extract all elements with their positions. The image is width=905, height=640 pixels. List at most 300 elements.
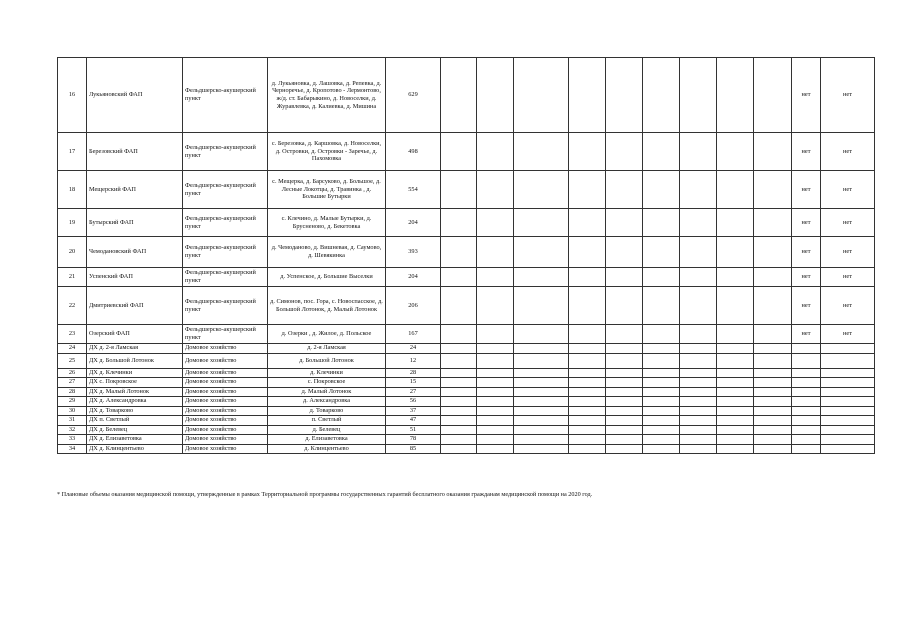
facility-name: ДХ д. Белевец: [87, 425, 183, 435]
empty-cell: [754, 387, 792, 397]
empty-cell: [477, 209, 514, 237]
empty-cell: [643, 378, 680, 388]
empty-cell: [754, 325, 792, 344]
settlements-list: д. Клечинки: [268, 368, 386, 378]
empty-cell: [477, 268, 514, 287]
empty-cell: [514, 416, 569, 426]
empty-cell: [680, 435, 717, 445]
table-row: [58, 325, 875, 344]
empty-cell: [569, 368, 606, 378]
row-number: 30: [58, 406, 87, 416]
empty-cell: [514, 406, 569, 416]
empty-cell: [514, 444, 569, 454]
facility-name: ДХ д. Товарково: [87, 406, 183, 416]
empty-cell: [717, 397, 754, 407]
facility-name: Березовский ФАП: [87, 133, 183, 171]
empty-cell: [643, 268, 680, 287]
empty-cell: [754, 378, 792, 388]
settlements-list: д. Клинцентьево: [268, 444, 386, 454]
document-sheet: [57, 57, 875, 454]
settlements-list: п. Светлый: [268, 416, 386, 426]
empty-cell: [606, 268, 643, 287]
flag-cell-2: [821, 425, 875, 435]
empty-cell: [643, 171, 680, 209]
empty-cell: [606, 133, 643, 171]
empty-cell: [514, 397, 569, 407]
empty-cell: [717, 287, 754, 325]
empty-cell: [680, 325, 717, 344]
empty-cell: [643, 435, 680, 445]
empty-cell: [569, 406, 606, 416]
empty-cell: [514, 209, 569, 237]
empty-cell: [717, 444, 754, 454]
empty-cell: [643, 406, 680, 416]
row-number: 24: [58, 344, 87, 354]
empty-cell: [754, 397, 792, 407]
row-number: 18: [58, 171, 87, 209]
empty-cell: [514, 425, 569, 435]
population-count: 393: [386, 237, 441, 268]
empty-cell: [754, 171, 792, 209]
flag-cell-2: [821, 344, 875, 354]
settlements-list: д. Озерки , д. Жилое, д. Польское: [268, 325, 386, 344]
row-number: 33: [58, 435, 87, 445]
settlements-list: д. Товарково: [268, 406, 386, 416]
empty-cell: [643, 353, 680, 368]
flag-cell-2: [821, 406, 875, 416]
empty-cell: [477, 133, 514, 171]
row-number: 34: [58, 444, 87, 454]
flag-cell-1: нет: [792, 237, 821, 268]
empty-cell: [477, 325, 514, 344]
population-count: 47: [386, 416, 441, 426]
settlements-list: д. Елизаветовка: [268, 435, 386, 445]
empty-cell: [717, 237, 754, 268]
facility-type: Домовое хозяйство: [183, 444, 268, 454]
table-body: [58, 58, 875, 454]
settlements-list: д. Лукьяновка, д. Лашовка, д. Репевка, д. Черноречье, д. Кропотово - Лермонтово, ж/д. ст. Бабарыкино, д. Новоселки, д. Журавлевка, д. Калиевка, д. Мишина: [268, 58, 386, 133]
empty-cell: [569, 435, 606, 445]
empty-cell: [643, 133, 680, 171]
flag-cell-1: [792, 344, 821, 354]
empty-cell: [717, 368, 754, 378]
empty-cell: [514, 378, 569, 388]
empty-cell: [606, 344, 643, 354]
facility-name: Успенский ФАП: [87, 268, 183, 287]
empty-cell: [680, 287, 717, 325]
empty-cell: [643, 325, 680, 344]
population-count: 12: [386, 353, 441, 368]
empty-cell: [754, 416, 792, 426]
empty-cell: [606, 444, 643, 454]
facility-type: Домовое хозяйство: [183, 425, 268, 435]
empty-cell: [477, 425, 514, 435]
empty-cell: [717, 325, 754, 344]
empty-cell: [754, 287, 792, 325]
empty-cell: [643, 344, 680, 354]
empty-cell: [717, 406, 754, 416]
empty-cell: [569, 397, 606, 407]
row-number: 27: [58, 378, 87, 388]
row-number: 19: [58, 209, 87, 237]
facility-type: Домовое хозяйство: [183, 387, 268, 397]
empty-cell: [441, 287, 477, 325]
empty-cell: [477, 387, 514, 397]
empty-cell: [606, 287, 643, 325]
row-number: 25: [58, 353, 87, 368]
settlements-list: д. Малый Лотонок: [268, 387, 386, 397]
empty-cell: [441, 368, 477, 378]
empty-cell: [441, 325, 477, 344]
empty-cell: [754, 444, 792, 454]
population-count: 24: [386, 344, 441, 354]
population-count: 37: [386, 406, 441, 416]
flag-cell-1: [792, 435, 821, 445]
empty-cell: [717, 268, 754, 287]
settlements-list: с. Мещерка, д. Барсуково, д. Большое, д. Лесные Локотцы, д. Травинка , д. Большие Бутырки: [268, 171, 386, 209]
facility-name: ДХ д. Клечинки: [87, 368, 183, 378]
table-row: [58, 435, 875, 445]
flag-cell-2: [821, 387, 875, 397]
empty-cell: [717, 209, 754, 237]
table-row: [58, 444, 875, 454]
facility-type: Фельдшерско-акушерский пункт: [183, 237, 268, 268]
flag-cell-1: [792, 425, 821, 435]
facility-type: Домовое хозяйство: [183, 378, 268, 388]
empty-cell: [514, 268, 569, 287]
empty-cell: [643, 387, 680, 397]
table-row: [58, 287, 875, 325]
empty-cell: [643, 237, 680, 268]
empty-cell: [606, 171, 643, 209]
table-row: [58, 387, 875, 397]
empty-cell: [569, 287, 606, 325]
empty-cell: [606, 387, 643, 397]
empty-cell: [680, 344, 717, 354]
empty-cell: [477, 171, 514, 209]
empty-cell: [717, 435, 754, 445]
row-number: 23: [58, 325, 87, 344]
empty-cell: [643, 287, 680, 325]
table-row: [58, 353, 875, 368]
flag-cell-2: нет: [821, 171, 875, 209]
empty-cell: [569, 58, 606, 133]
flag-cell-2: нет: [821, 287, 875, 325]
empty-cell: [754, 268, 792, 287]
flag-cell-1: [792, 397, 821, 407]
empty-cell: [680, 209, 717, 237]
flag-cell-2: [821, 416, 875, 426]
empty-cell: [514, 387, 569, 397]
empty-cell: [477, 237, 514, 268]
empty-cell: [477, 344, 514, 354]
empty-cell: [477, 368, 514, 378]
facility-type: Фельдшерско-акушерский пункт: [183, 325, 268, 344]
settlements-list: с. Березовка, д. Каршовка, д. Новоселки, д. Островки, д. Островки - Заречье, д. Пахомовка: [268, 133, 386, 171]
table-row: [58, 397, 875, 407]
empty-cell: [680, 378, 717, 388]
flag-cell-2: [821, 353, 875, 368]
empty-cell: [441, 397, 477, 407]
empty-cell: [680, 387, 717, 397]
empty-cell: [754, 435, 792, 445]
settlements-list: д. Александровка: [268, 397, 386, 407]
table-row: [58, 209, 875, 237]
empty-cell: [754, 133, 792, 171]
facility-name: ДХ д. Александровка: [87, 397, 183, 407]
empty-cell: [569, 353, 606, 368]
population-count: 15: [386, 378, 441, 388]
flag-cell-1: [792, 387, 821, 397]
settlements-list: д. Чемоданово, д. Вишневая, д. Саумово, д. Шевякинка: [268, 237, 386, 268]
footnote: * Плановые объемы оказания медицинской помощи, утвержденные в рамках Территориальной программы государственных гарантий бесплатного оказания гражданам медицинской помощи на 2020 год.: [57, 491, 593, 498]
table-row: [58, 425, 875, 435]
empty-cell: [643, 368, 680, 378]
empty-cell: [441, 133, 477, 171]
empty-cell: [477, 378, 514, 388]
facility-name: ДХ п. Светлый: [87, 416, 183, 426]
facilities-table: [57, 57, 875, 454]
empty-cell: [680, 237, 717, 268]
flag-cell-1: [792, 353, 821, 368]
empty-cell: [514, 325, 569, 344]
table-row: [58, 133, 875, 171]
empty-cell: [441, 344, 477, 354]
flag-cell-1: [792, 444, 821, 454]
population-count: 498: [386, 133, 441, 171]
empty-cell: [477, 435, 514, 445]
empty-cell: [569, 416, 606, 426]
empty-cell: [441, 425, 477, 435]
row-number: 28: [58, 387, 87, 397]
empty-cell: [754, 425, 792, 435]
empty-cell: [441, 378, 477, 388]
facility-type: Домовое хозяйство: [183, 397, 268, 407]
facility-type: Домовое хозяйство: [183, 368, 268, 378]
empty-cell: [606, 416, 643, 426]
empty-cell: [754, 353, 792, 368]
empty-cell: [569, 133, 606, 171]
empty-cell: [606, 325, 643, 344]
facility-name: ДХ д. Большой Лотонок: [87, 353, 183, 368]
empty-cell: [717, 133, 754, 171]
empty-cell: [680, 58, 717, 133]
facility-name: ДХ д. Клинцентьево: [87, 444, 183, 454]
table-row: [58, 368, 875, 378]
flag-cell-1: нет: [792, 287, 821, 325]
empty-cell: [441, 435, 477, 445]
empty-cell: [514, 353, 569, 368]
empty-cell: [606, 378, 643, 388]
empty-cell: [514, 344, 569, 354]
empty-cell: [754, 237, 792, 268]
empty-cell: [477, 416, 514, 426]
empty-cell: [680, 444, 717, 454]
flag-cell-2: [821, 444, 875, 454]
population-count: 85: [386, 444, 441, 454]
empty-cell: [643, 425, 680, 435]
facility-name: Чемодановский ФАП: [87, 237, 183, 268]
facility-name: ДХ д. Малый Лотонок: [87, 387, 183, 397]
empty-cell: [680, 268, 717, 287]
empty-cell: [680, 133, 717, 171]
empty-cell: [441, 353, 477, 368]
empty-cell: [441, 209, 477, 237]
row-number: 16: [58, 58, 87, 133]
row-number: 26: [58, 368, 87, 378]
flag-cell-2: нет: [821, 325, 875, 344]
empty-cell: [514, 171, 569, 209]
empty-cell: [441, 406, 477, 416]
empty-cell: [643, 416, 680, 426]
empty-cell: [680, 416, 717, 426]
empty-cell: [569, 268, 606, 287]
flag-cell-1: [792, 368, 821, 378]
empty-cell: [514, 237, 569, 268]
empty-cell: [441, 58, 477, 133]
flag-cell-1: нет: [792, 133, 821, 171]
empty-cell: [569, 237, 606, 268]
settlements-list: д. Большой Лотонок: [268, 353, 386, 368]
empty-cell: [754, 209, 792, 237]
facility-name: ДХ д. 2-я Ламская: [87, 344, 183, 354]
row-number: 32: [58, 425, 87, 435]
empty-cell: [569, 209, 606, 237]
flag-cell-2: нет: [821, 237, 875, 268]
empty-cell: [514, 58, 569, 133]
facility-name: Озерский ФАП: [87, 325, 183, 344]
empty-cell: [680, 353, 717, 368]
row-number: 29: [58, 397, 87, 407]
empty-cell: [754, 344, 792, 354]
empty-cell: [606, 425, 643, 435]
facility-type: Фельдшерско-акушерский пункт: [183, 209, 268, 237]
empty-cell: [717, 171, 754, 209]
empty-cell: [680, 171, 717, 209]
flag-cell-2: нет: [821, 209, 875, 237]
empty-cell: [643, 209, 680, 237]
empty-cell: [717, 353, 754, 368]
population-count: 167: [386, 325, 441, 344]
settlements-list: д. 2-я Ламская: [268, 344, 386, 354]
flag-cell-2: нет: [821, 58, 875, 133]
population-count: 78: [386, 435, 441, 445]
row-number: 31: [58, 416, 87, 426]
flag-cell-1: [792, 406, 821, 416]
empty-cell: [680, 425, 717, 435]
empty-cell: [680, 406, 717, 416]
empty-cell: [441, 268, 477, 287]
empty-cell: [680, 397, 717, 407]
facility-type: Фельдшерско-акушерский пункт: [183, 268, 268, 287]
facility-type: Фельдшерско-акушерский пункт: [183, 58, 268, 133]
population-count: 56: [386, 397, 441, 407]
empty-cell: [441, 237, 477, 268]
flag-cell-1: нет: [792, 171, 821, 209]
facility-type: Домовое хозяйство: [183, 344, 268, 354]
empty-cell: [606, 397, 643, 407]
row-number: 20: [58, 237, 87, 268]
empty-cell: [477, 397, 514, 407]
flag-cell-1: [792, 416, 821, 426]
flag-cell-2: [821, 435, 875, 445]
table-row: [58, 344, 875, 354]
empty-cell: [569, 378, 606, 388]
empty-cell: [441, 416, 477, 426]
empty-cell: [514, 368, 569, 378]
empty-cell: [717, 344, 754, 354]
facility-name: Мещерский ФАП: [87, 171, 183, 209]
table-row: [58, 237, 875, 268]
empty-cell: [441, 387, 477, 397]
empty-cell: [441, 171, 477, 209]
empty-cell: [606, 58, 643, 133]
empty-cell: [569, 344, 606, 354]
table-row: [58, 268, 875, 287]
table-row: [58, 58, 875, 133]
empty-cell: [477, 58, 514, 133]
table-row: [58, 378, 875, 388]
empty-cell: [606, 237, 643, 268]
empty-cell: [514, 133, 569, 171]
empty-cell: [514, 287, 569, 325]
table-row: [58, 406, 875, 416]
flag-cell-2: нет: [821, 133, 875, 171]
empty-cell: [477, 353, 514, 368]
flag-cell-1: нет: [792, 209, 821, 237]
empty-cell: [606, 353, 643, 368]
population-count: 204: [386, 209, 441, 237]
row-number: 17: [58, 133, 87, 171]
empty-cell: [477, 406, 514, 416]
empty-cell: [643, 397, 680, 407]
facility-type: Фельдшерско-акушерский пункт: [183, 171, 268, 209]
empty-cell: [643, 58, 680, 133]
empty-cell: [717, 387, 754, 397]
empty-cell: [606, 368, 643, 378]
facility-type: Домовое хозяйство: [183, 406, 268, 416]
table-row: [58, 171, 875, 209]
flag-cell-2: [821, 378, 875, 388]
empty-cell: [606, 435, 643, 445]
row-number: 22: [58, 287, 87, 325]
empty-cell: [514, 435, 569, 445]
facility-name: ДХ д. Елизаветовка: [87, 435, 183, 445]
population-count: 28: [386, 368, 441, 378]
facility-name: ДХ с. Покровское: [87, 378, 183, 388]
settlements-list: д. Успенское, д. Большие Выселки: [268, 268, 386, 287]
empty-cell: [717, 378, 754, 388]
empty-cell: [569, 387, 606, 397]
empty-cell: [717, 425, 754, 435]
empty-cell: [717, 58, 754, 133]
table-row: [58, 416, 875, 426]
empty-cell: [754, 368, 792, 378]
flag-cell-2: нет: [821, 268, 875, 287]
flag-cell-1: нет: [792, 58, 821, 133]
empty-cell: [441, 444, 477, 454]
empty-cell: [569, 425, 606, 435]
facility-name: Бутырский ФАП: [87, 209, 183, 237]
population-count: 51: [386, 425, 441, 435]
facility-type: Фельдшерско-акушерский пункт: [183, 287, 268, 325]
empty-cell: [477, 444, 514, 454]
empty-cell: [643, 444, 680, 454]
empty-cell: [477, 287, 514, 325]
population-count: 554: [386, 171, 441, 209]
population-count: 27: [386, 387, 441, 397]
population-count: 206: [386, 287, 441, 325]
